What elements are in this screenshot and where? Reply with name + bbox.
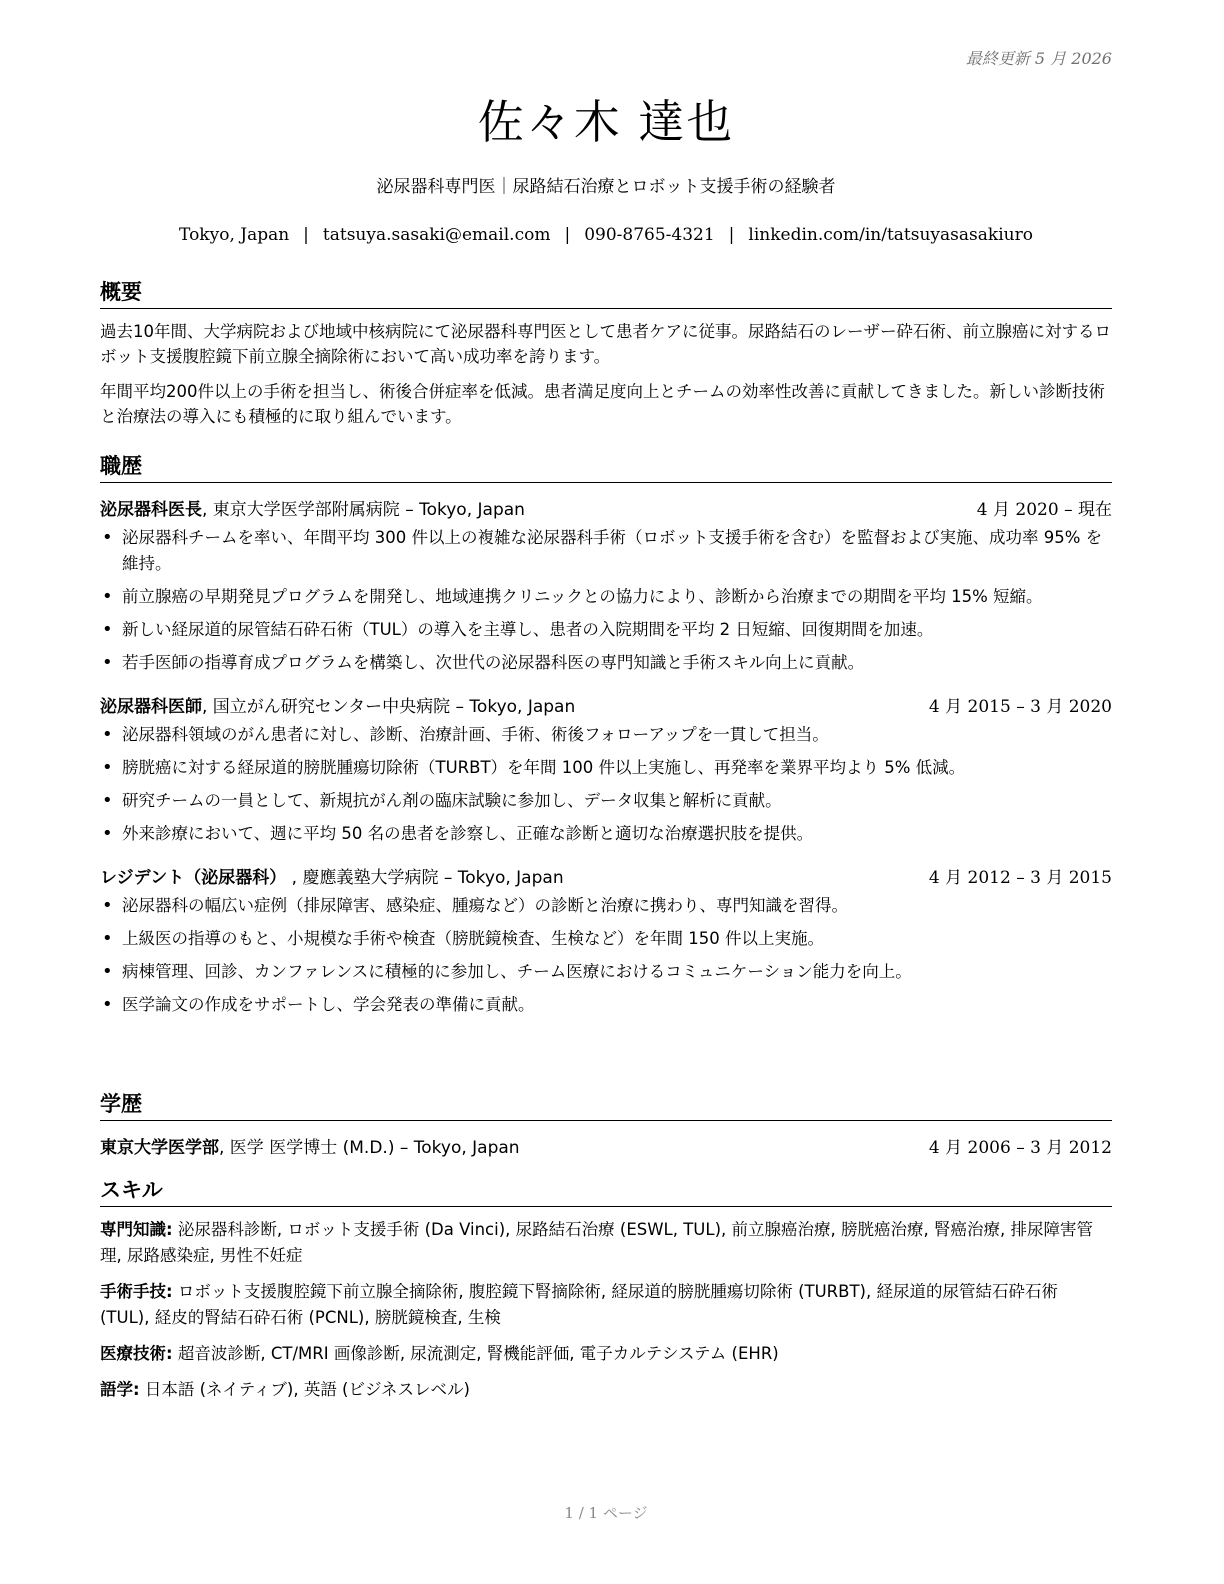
contact-location: Tokyo, Japan (179, 225, 290, 245)
job-header (100, 497, 1112, 523)
contact-linkedin[interactable]: linkedin.com/in/tatsuyasasakiuro (748, 225, 1033, 245)
job-dates: 4 月 2020 – 現在 (976, 500, 1112, 520)
list-item: • 上級医の指導のもと、小規模な手術や検査（膀胱鏡検査、生検など）を年間 150 件以上実施。 (100, 926, 1112, 952)
contact-separator: | (564, 225, 571, 245)
summary-paragraph: 年間平均200件以上の手術を担当し、術後合併症率を低減。患者満足度向上とチームの効率性改善に貢献してきました。新しい診断技術と治療法の導入にも積極的に取り組んでいます。 (100, 382, 1105, 426)
job-org: , 東京大学医学部附属病院 – Tokyo, Japan (202, 500, 525, 520)
job-header (100, 865, 1112, 891)
list-item: • 膀胱癌に対する経尿道的膀胱腫瘍切除術（TURBT）を年間 100 件以上実施し、再発率を業界平均より 5% 低減。 (100, 755, 1112, 781)
section-title-skills: スキル (100, 1174, 1112, 1207)
list-item: • 若手医師の指導育成プログラムを構築し、次世代の泌尿器科医の専門知識と手術スキル向上に貢献。 (100, 650, 1112, 676)
skill-line (100, 1341, 1112, 1367)
skills-section (100, 1174, 1112, 1403)
skill-line (100, 1217, 1112, 1269)
job-header (100, 694, 1112, 720)
list-item: • 外来診療において、週に平均 50 名の患者を診察し、正確な診断と適切な治療選択肢を提供。 (100, 821, 1112, 847)
job-entry (100, 694, 1112, 847)
skill-value: 泌尿器科診断, ロボット支援手術 (Da Vinci), 尿路結石治療 (ESWL, TUL), 前立腺癌治療, 膀胱癌治療, 腎癌治療, 排尿障害管理, 尿路感染症, 男性不妊症 (100, 1220, 1093, 1265)
skill-value: ロボット支援腹腔鏡下前立腺全摘除術, 腹腔鏡下腎摘除術, 経尿道的膀胱腫瘍切除術 (TURBT), 経尿道的尿管結石砕石術 (TUL), 経皮的腎結石砕石術 (PCNL), 膀胱鏡検査, 生検 (100, 1282, 1058, 1327)
education-section (100, 1088, 1112, 1161)
job-entry (100, 497, 1112, 676)
degree-detail: , 医学 医学博士 (M.D.) – Tokyo, Japan (219, 1138, 520, 1158)
experience-section (100, 450, 1112, 1025)
job-role: 泌尿器科医長 (100, 500, 202, 520)
contact-phone[interactable]: 090-8765-4321 (584, 225, 715, 245)
job-dates: 4 月 2012 – 3 月 2015 (928, 868, 1112, 888)
skill-label: 手術手技: (100, 1282, 173, 1301)
job-role: レジデント（泌尿器科） (100, 868, 287, 888)
skill-label: 語学: (100, 1380, 140, 1399)
list-item: • 泌尿器科の幅広い症例（排尿障害、感染症、腫瘍など）の診断と治療に携わり、専門知識を習得。 (100, 893, 1112, 919)
education-entry (100, 1135, 1112, 1161)
summary-paragraph: 過去10年間、大学病院および地域中核病院にて泌尿器科専門医として患者ケアに従事。尿路結石のレーザー砕石術、前立腺癌に対するロボット支援腹腔鏡下前立腺全摘除術において高い成功率を誇ります。 (100, 322, 1111, 366)
tagline: 泌尿器科専門医｜尿路結石治療とロボット支援手術の経験者 (376, 177, 836, 197)
list-item: • 泌尿器科チームを率い、年間平均 300 件以上の複雑な泌尿器科手術（ロボット支援手術を含む）を監督および実施、成功率 95% を維持。 (100, 525, 1112, 577)
school-name: 東京大学医学部 (100, 1138, 219, 1158)
section-title-summary: 概要 (100, 276, 1112, 309)
list-item: • 前立腺癌の早期発見プログラムを開発し、地域連携クリニックとの協力により、診断から治療までの期間を平均 15% 短縮。 (100, 584, 1112, 610)
skill-line (100, 1377, 1112, 1403)
list-item: • 新しい経尿道的尿管結石砕石術（TUL）の導入を主導し、患者の入院期間を平均 2 日短縮、回復期間を加速。 (100, 617, 1112, 643)
skill-value: 超音波診断, CT/MRI 画像診断, 尿流測定, 腎機能評価, 電子カルテシステム (EHR) (172, 1344, 779, 1363)
job-entry (100, 865, 1112, 1018)
section-title-experience: 職歴 (100, 450, 1112, 483)
job-dates: 4 月 2015 – 3 月 2020 (928, 697, 1112, 717)
job-bullets (100, 722, 1112, 847)
contact-separator: | (303, 225, 309, 245)
job-bullets (100, 893, 1112, 1018)
page-number: 1 / 1 ページ (564, 1504, 648, 1522)
last-updated: 最終更新 5 月 2026 (965, 49, 1112, 68)
skill-line (100, 1279, 1112, 1331)
job-role: 泌尿器科医師 (100, 697, 202, 717)
job-org: , 国立がん研究センター中央病院 – Tokyo, Japan (202, 697, 576, 717)
skill-value: 日本語 (ネイティブ), 英語 (ビジネスレベル) (139, 1380, 470, 1399)
contact-separator: | (728, 225, 735, 245)
list-item: • 泌尿器科領域のがん患者に対し、診断、治療計画、手術、術後フォローアップを一貫して担当。 (100, 722, 1112, 748)
job-bullets (100, 525, 1112, 676)
list-item: • 医学論文の作成をサポートし、学会発表の準備に貢献。 (100, 992, 1112, 1018)
section-title-education: 学歴 (100, 1088, 1112, 1121)
contact-line (100, 225, 1112, 245)
list-item: • 病棟管理、回診、カンファレンスに積極的に参加し、チーム医療におけるコミュニケーション能力を向上。 (100, 959, 1112, 985)
candidate-name: 佐々木 達也 (477, 95, 735, 149)
list-item: • 研究チームの一員として、新規抗がん剤の臨床試験に参加し、データ収集と解析に貢献。 (100, 788, 1112, 814)
skill-label: 医療技術: (100, 1344, 173, 1363)
job-org: , 慶應義塾大学病院 – Tokyo, Japan (286, 868, 564, 888)
resume-page (100, 0, 1112, 1584)
contact-email[interactable]: tatsuya.sasaki@email.com (322, 225, 551, 245)
summary-section (100, 276, 1112, 429)
education-dates: 4 月 2006 – 3 月 2012 (928, 1138, 1112, 1158)
skill-label: 専門知識: (100, 1220, 173, 1239)
